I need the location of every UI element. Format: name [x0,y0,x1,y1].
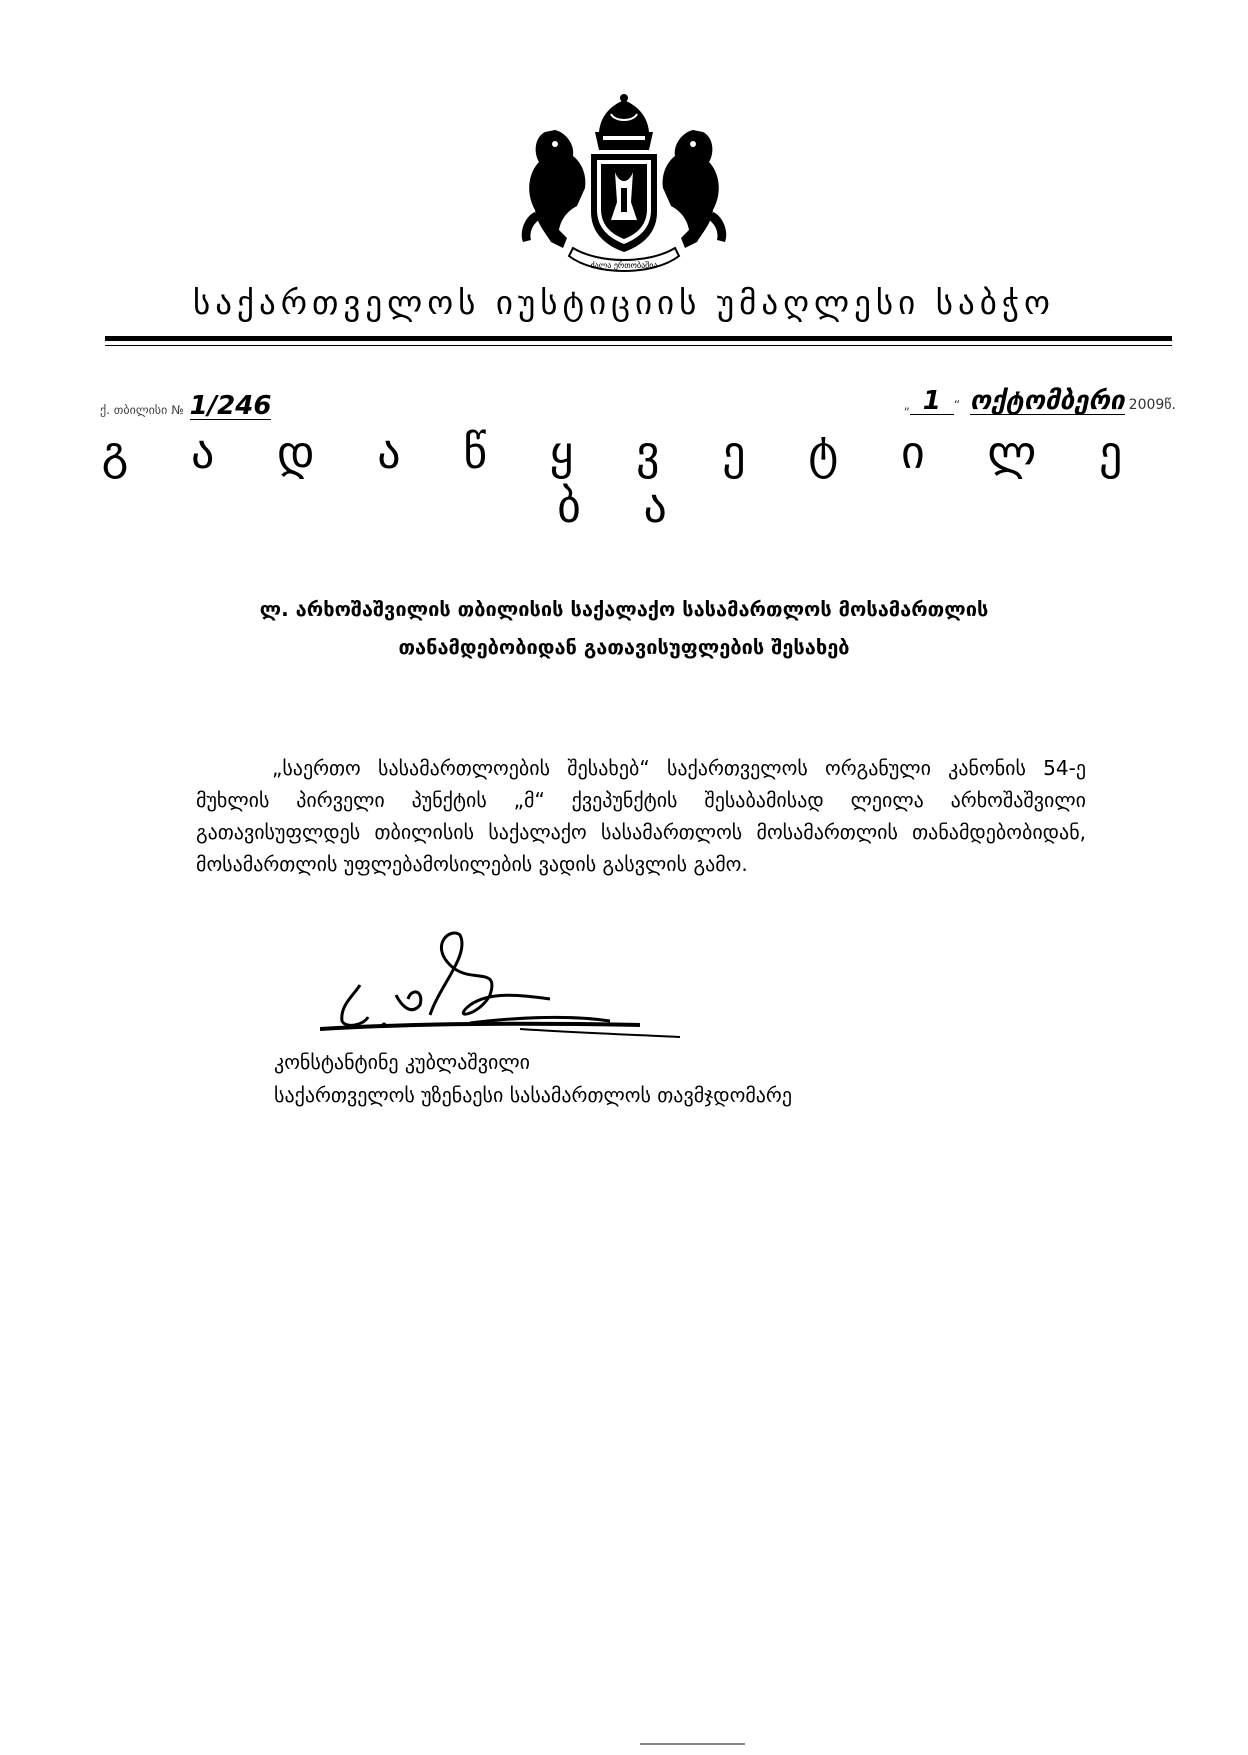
date-day: 1 [910,388,954,415]
number-label: ქ. თბილისი № [100,403,184,417]
left-lion-icon [522,130,586,248]
document-type-heading: გ ა დ ა წ ყ ვ ე ტ ი ლ ე ბ ა [101,425,1147,533]
decision-date [904,388,1176,415]
subject-line-2: თანამდებობიდან გათავისუფლების შესახებ [398,635,850,659]
date-year: 2009წ. [1128,397,1176,413]
right-lion-icon [663,130,727,248]
header-rule-thick [105,336,1172,341]
number-value: 1/246 [189,391,272,421]
date-close-quote: “ [953,398,961,412]
emblem-motto: ძალა ერთობაშია [590,261,658,270]
handwritten-signature [320,925,720,1065]
subject-line-1: ლ. არხოშაშვილის თბილისის საქალაქო სასამართლოს მოსამართლის [259,597,989,621]
council-title: საქართველოს იუსტიციის უმაღლესი საბჭო [193,283,1055,322]
date-open-quote: „ [903,398,910,412]
footer-mark [640,1743,745,1745]
shield-icon [591,154,657,252]
coat-of-arms-emblem [515,92,733,282]
crown-icon [595,94,653,150]
decision-body: „საერთო სასამართლოების შესახებ“ საქართველოს ორგანული კანონის 54-ე მუხლის პირველი პუნქტის „მ“ ქვეპუნქტის შესაბამისად ლეილა არხოშაშვილი გათავისუფლდეს თბილისის საქალაქო სასამართლოს მოსამართლის თანამდებობიდან, მოსამართლის უფლებამოსილების ვადის გასვლის გამო. [196,756,1086,876]
signer-name: კონსტანტინე კუბლაშვილი [274,1050,530,1074]
signer-title: საქართველოს უზენაესი სასამართლოს თავმჯდომარე [274,1083,792,1107]
date-month: ოქტომბერი [970,386,1125,416]
decision-subject [180,590,1068,666]
decision-number [100,393,271,420]
header-rule-thin [105,345,1172,346]
